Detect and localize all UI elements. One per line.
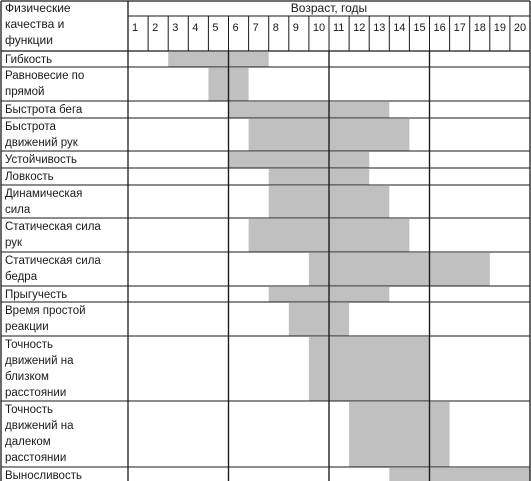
age-axis-title: Возраст, годы [290,1,368,15]
age-range-bar [389,468,530,481]
age-tick-label: 10 [312,22,326,34]
row-header-line-2: качества и [5,17,65,31]
row-label: Время простой [5,305,86,317]
age-tick-label: 1 [132,22,139,34]
row-label: рук [5,237,23,249]
row-label: Прыгучесть [5,289,68,301]
age-tick-label: 18 [473,22,486,34]
row-label: Гибкость [5,54,53,66]
age-tick-label: 12 [353,22,366,34]
row-label: Ловкость [5,171,54,183]
row-label: Точность [5,339,54,351]
row-label: движений на [5,355,74,367]
row-label: Статическая сила [5,255,101,267]
age-tick-label: 6 [232,22,239,34]
row-label: движений на [5,420,74,432]
row-label: Динамическая [5,188,83,200]
age-range-bar [168,52,269,67]
row-label: реакции [5,321,49,333]
age-tick-label: 3 [172,22,179,34]
row-label: близком [5,371,49,383]
row-header-line-1: Физические [5,1,71,15]
age-range-bar [289,303,349,336]
row-label: движений рук [5,137,78,149]
age-range-bar [229,102,390,118]
row-label: Быстрота бега [5,104,83,116]
row-label: сила [5,204,31,216]
row-label: Статическая сила [5,221,101,233]
row-label: Устойчивость [5,154,78,166]
age-tick-label: 13 [373,22,386,34]
age-tick-label: 9 [292,22,299,34]
row-label: расстоянии [5,452,67,464]
age-tick-label: 14 [393,22,406,34]
age-range-bar [349,402,450,467]
row-label: расстоянии [5,387,67,399]
age-tick-label: 11 [333,22,345,34]
age-range-bar [229,152,370,168]
age-tick-label: 4 [192,22,199,34]
age-range-bar [309,253,490,286]
age-tick-label: 7 [252,22,259,34]
row-label: прямой [5,86,45,98]
age-tick-label: 5 [212,22,219,34]
age-tick-label: 20 [513,22,527,34]
age-tick-label: 19 [493,22,507,34]
row-label: Выносливость [5,470,82,481]
age-tick-label: 8 [272,22,279,34]
age-tick-label: 17 [453,22,466,34]
age-range-bar [309,337,430,401]
row-label: бедра [5,271,38,283]
row-label: Точность [5,404,54,416]
bars-layer [168,52,530,481]
age-range-bar [269,169,370,185]
age-tick-label: 2 [152,22,159,34]
age-tick-label: 16 [433,22,446,34]
row-label: Равновесие по [5,70,85,82]
row-header-line-3: функции [5,33,53,47]
row-label: далеком [5,436,51,448]
row-label: Быстрота [5,121,56,133]
age-tick-label: 15 [413,22,426,34]
